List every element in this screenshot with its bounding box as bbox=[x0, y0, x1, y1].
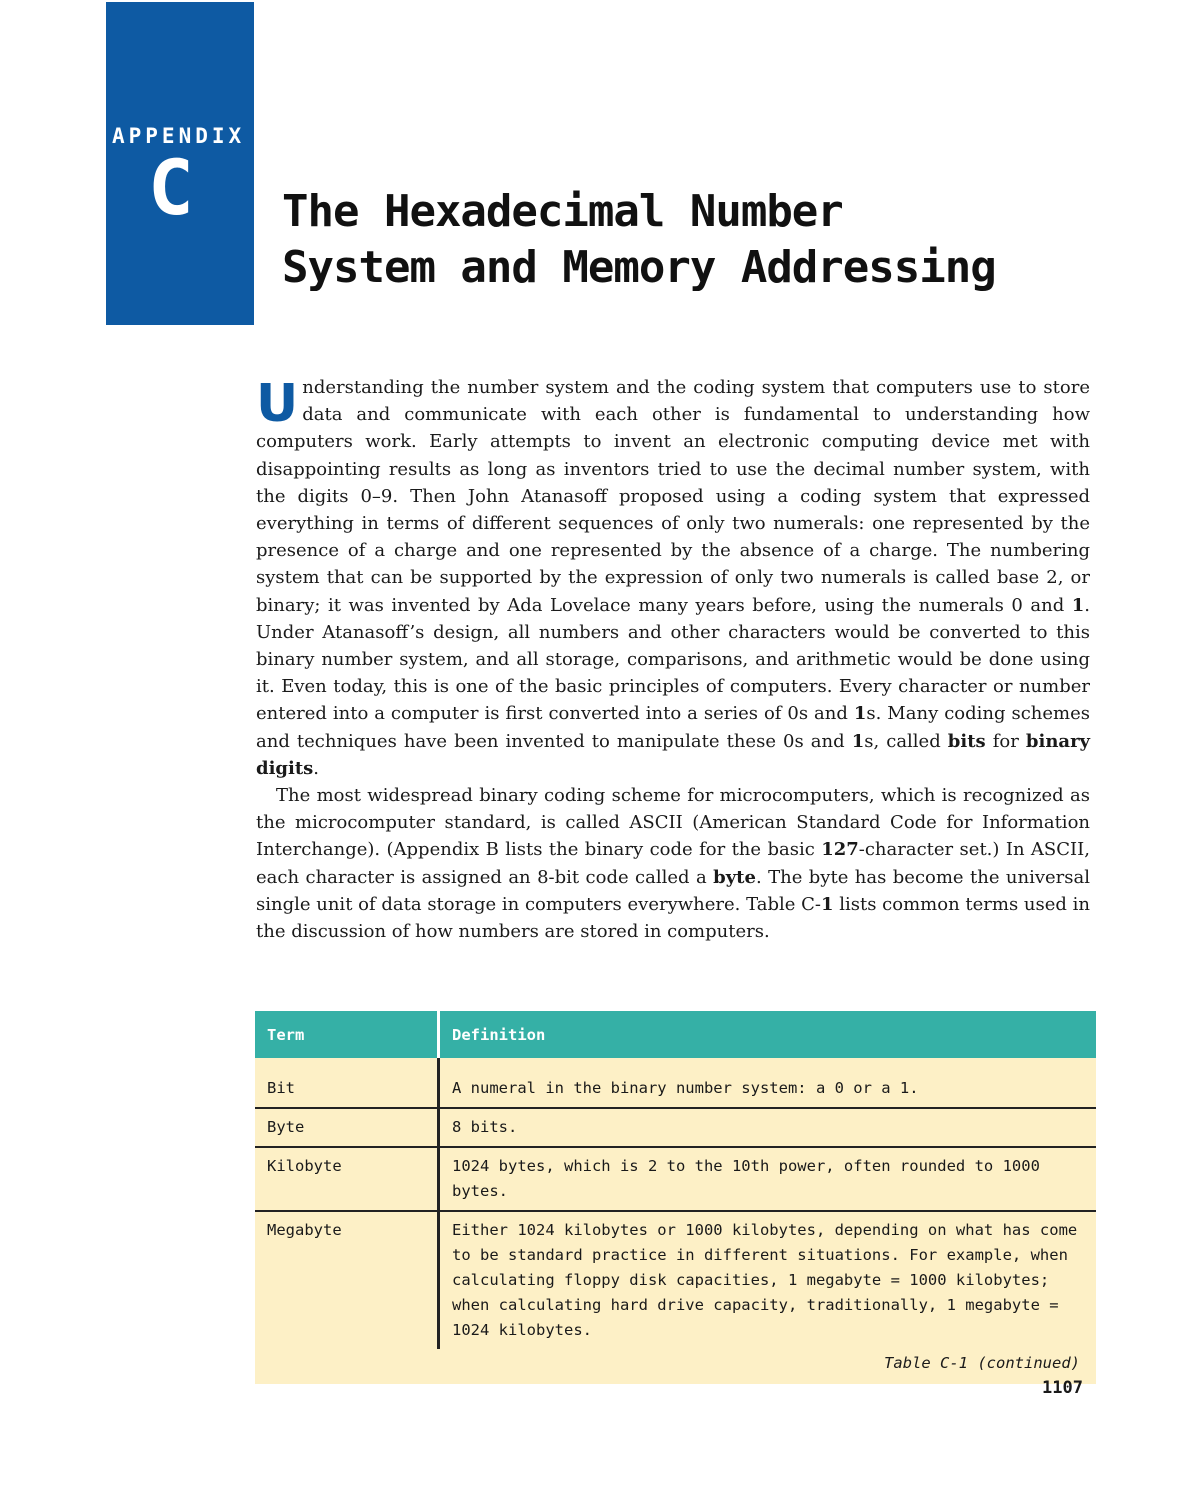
chapter-title bbox=[282, 184, 1102, 296]
term-cell: Byte bbox=[255, 1108, 439, 1147]
appendix-label: APPENDIX bbox=[112, 124, 246, 148]
intro-bold-3: 1 bbox=[851, 730, 865, 752]
terms-table bbox=[255, 1011, 1096, 1384]
table-row bbox=[255, 1108, 1096, 1147]
intro-text-6: . bbox=[313, 757, 320, 779]
intro-text-2: . Under Atanasoff’s design, all numbers and other characters would be converted to this binary number system, and all storage, comparisons, and arithmetic would be done using it. Even today, this is one of the basic principles of computers. Every character or number entered into a computer is first converted into a series of 0s and bbox=[256, 594, 1090, 725]
body-text bbox=[256, 374, 1090, 945]
drop-cap-letter: U bbox=[256, 374, 299, 434]
intro-text-4: s, called bbox=[864, 730, 948, 752]
intro-bold-2: 1 bbox=[853, 703, 867, 725]
intro-bold-1: 1 bbox=[1071, 594, 1085, 616]
term-cell: Megabyte bbox=[255, 1211, 439, 1349]
term-byte: byte bbox=[713, 866, 756, 888]
term-cell: Bit bbox=[255, 1058, 439, 1108]
ascii-text-3: . The byte has become the universal single unit of data storage in computers everywhere. Table C- bbox=[256, 866, 1090, 915]
term-cell: Kilobyte bbox=[255, 1147, 439, 1211]
table-row bbox=[255, 1147, 1096, 1211]
term-binary-digits: binary digits bbox=[256, 730, 1091, 779]
intro-text-5: for bbox=[985, 730, 1026, 752]
header-definition: Definition bbox=[439, 1011, 1097, 1058]
ascii-text-2: -character set.) In ASCII, each character is assigned an 8-bit code called a bbox=[256, 839, 1090, 888]
ascii-paragraph bbox=[256, 782, 1090, 945]
ascii-text-1: The most widespread binary coding scheme for microcomputers, which is recognized as the microcomputer standard, is called ASCII (American Standard Code for Information Interchange). (Appendix B lists the binary code for the basic bbox=[256, 785, 1090, 861]
header-term: Term bbox=[255, 1011, 439, 1058]
table-header-row bbox=[255, 1011, 1096, 1058]
term-bits: bits bbox=[947, 730, 986, 752]
ascii-bold-1: 1 bbox=[820, 893, 834, 915]
intro-text-1: nderstanding the number system and the coding system that computers use to store data and communicate with each other is fundamental to understanding how computers work. Early attempts to invent an electronic computing device met with disappointing results as long as inventors tried to use the decimal number system, with the digits 0–9. Then John Atanasoff proposed using a coding system that expressed everything in terms of different sequences of only two numerals: one represented by the presence of a charge and one represented by the absence of a charge. The numbering system that can be supported by the expression of only two numerals is called base 2, or binary; it was invented by Ada Lovelace many years before, using the numerals 0 and bbox=[256, 377, 1090, 616]
table-caption-row bbox=[255, 1349, 1096, 1384]
ascii-bold-127: 127 bbox=[821, 839, 859, 861]
chapter-title-line-2: System and Memory Addressing bbox=[282, 242, 996, 293]
page-number: 1107 bbox=[1042, 1378, 1083, 1398]
intro-text-3: s. Many coding schemes and techniques have been invented to manipulate these 0s and bbox=[256, 703, 1090, 752]
definition-cell: 1024 bytes, which is 2 to the 10th power, often rounded to 1000 bytes. bbox=[439, 1147, 1097, 1211]
table-row bbox=[255, 1211, 1096, 1349]
chapter-title-line-1: The Hexadecimal Number bbox=[282, 186, 843, 237]
table-caption: Table C-1 (continued) bbox=[884, 1354, 1080, 1372]
definition-cell: A numeral in the binary number system: a 0 or a 1. bbox=[439, 1058, 1097, 1108]
table-row bbox=[255, 1058, 1096, 1108]
definition-cell: 8 bits. bbox=[439, 1108, 1097, 1147]
appendix-letter: C bbox=[148, 143, 194, 232]
intro-paragraph bbox=[256, 374, 1090, 782]
definition-cell: Either 1024 kilobytes or 1000 kilobytes, depending on what has come to be standard practice in different situations. For example, when calculating floppy disk capacities, 1 megabyte = 1000 kilobytes; when calculating hard drive capacity, traditionally, 1 megabyte = 1024 kilobytes. bbox=[452, 1221, 1078, 1339]
ascii-text-4: lists common terms used in the discussion of how numbers are stored in computers. bbox=[256, 893, 1090, 943]
